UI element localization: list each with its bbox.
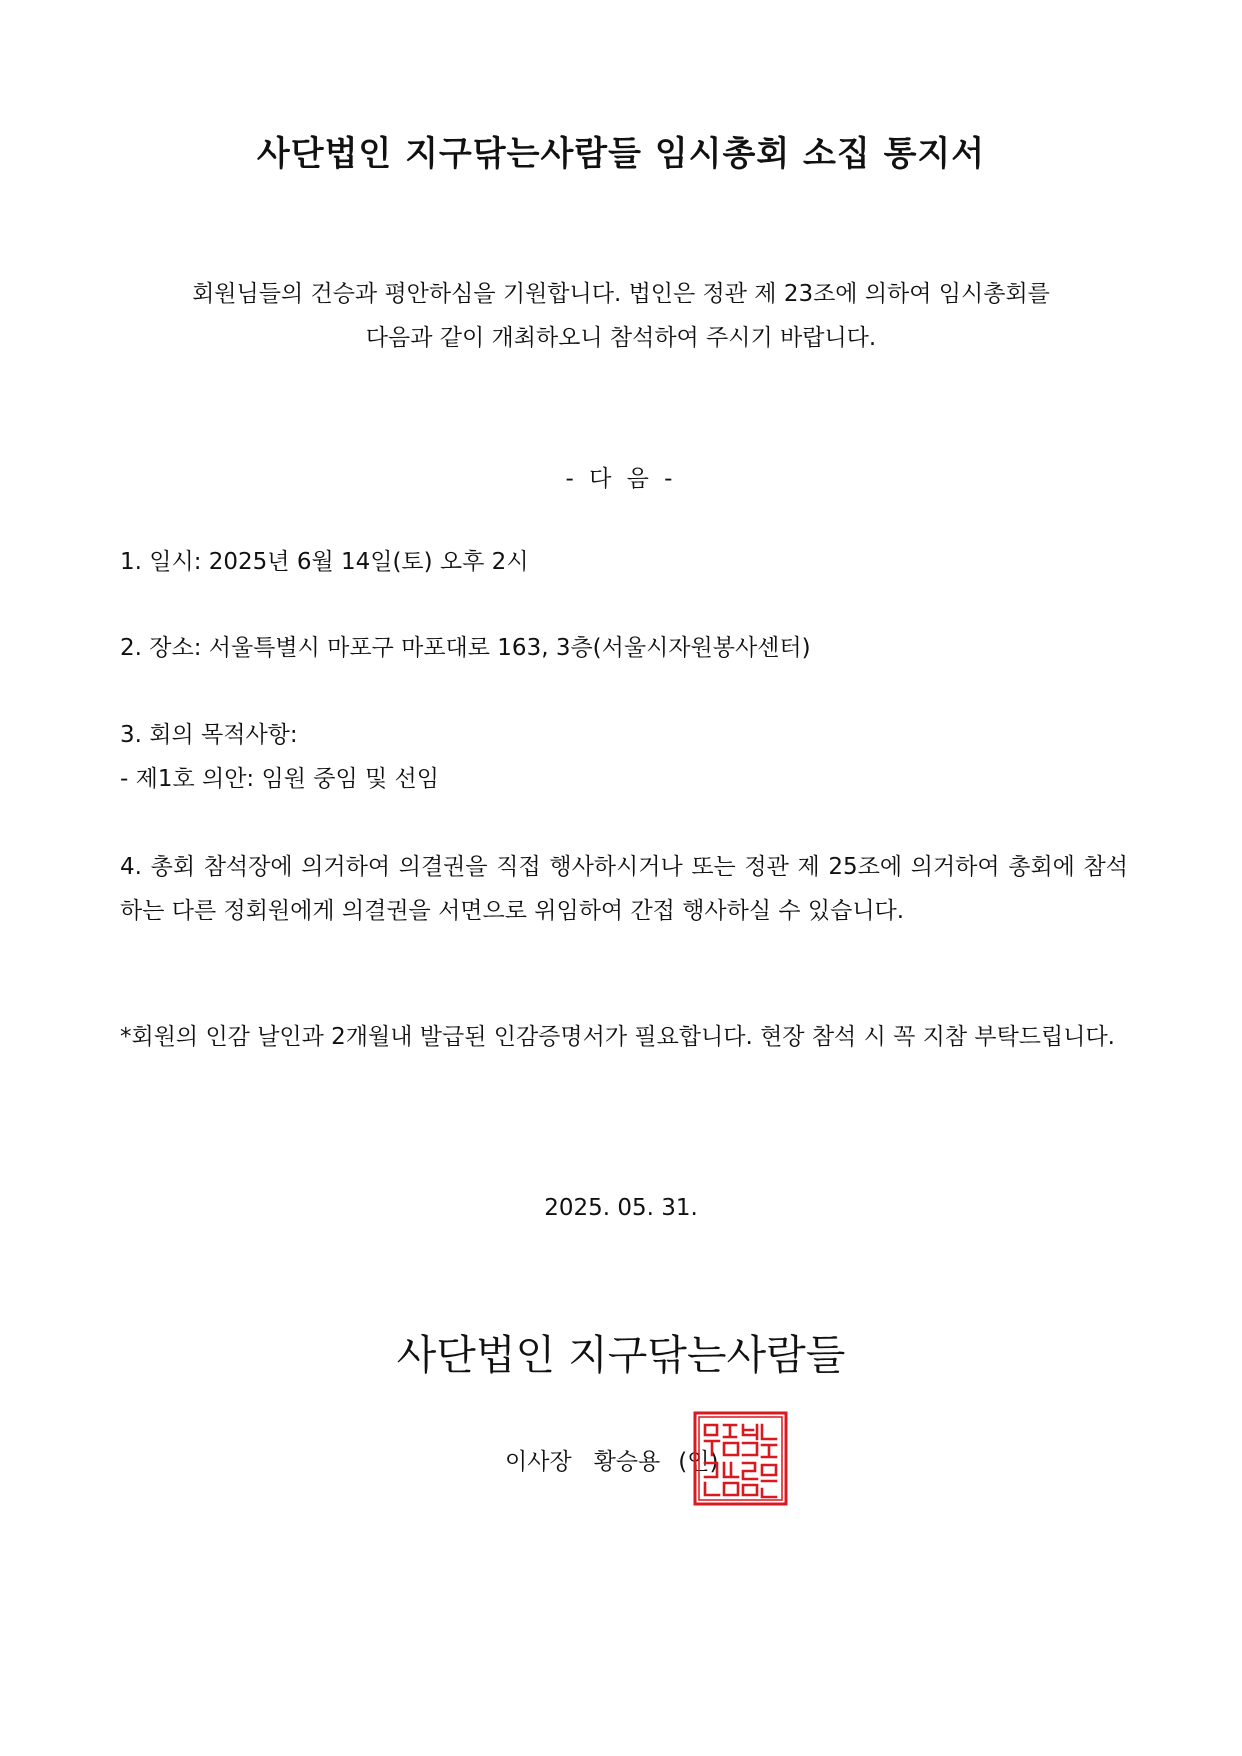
intro-paragraph (120, 272, 1122, 360)
item-place: 2. 장소: 서울특별시 마포구 마포대로 163, 3층(서울시자원봉사센터) (120, 635, 811, 661)
item-agenda-heading: 3. 회의 목적사항: (120, 722, 298, 748)
intro-line-2: 다음과 같이 개최하오니 참석하여 주시기 바랍니다. (365, 325, 877, 351)
item-proxy: 4. 총회 참석장에 의거하여 의결권을 직접 행사하시거나 또는 정관 제 25조에 의거하여 총회에 참석하는 다른 정회원에게 의결권을 서면으로 위임하여 간접 행사하실 수 있습니다. (120, 854, 1128, 924)
signer-title: 이사장 (505, 1449, 572, 1475)
note-paragraph: *회원의 인감 날인과 2개월내 발급된 인감증명서가 필요합니다. 현장 참석 시 꼭 지참 부탁드립니다. (120, 1024, 1115, 1050)
intro-line-1: 회원님들의 건승과 평안하심을 기원합니다. 법인은 정관 제 23조에 의하여 임시총회를 (192, 281, 1050, 307)
seal-mark-label: (인) (678, 1449, 719, 1475)
signature-line (505, 1443, 718, 1476)
signer-name: 황승용 (593, 1449, 661, 1475)
issue-date: 2025. 05. 31. (544, 1195, 698, 1221)
official-seal-stamp (693, 1411, 788, 1506)
organization-name: 사단법인 지구닦는사람들 (396, 1331, 846, 1379)
seal-graphic (693, 1411, 788, 1506)
item-agenda-entry: - 제1호 의안: 임원 중임 및 선임 (120, 766, 439, 792)
section-divider: - 다 음 - (565, 466, 677, 492)
item-datetime: 1. 일시: 2025년 6월 14일(토) 오후 2시 (120, 549, 529, 575)
document-title: 사단법인 지구닦는사람들 임시총회 소집 통지서 (256, 134, 986, 174)
